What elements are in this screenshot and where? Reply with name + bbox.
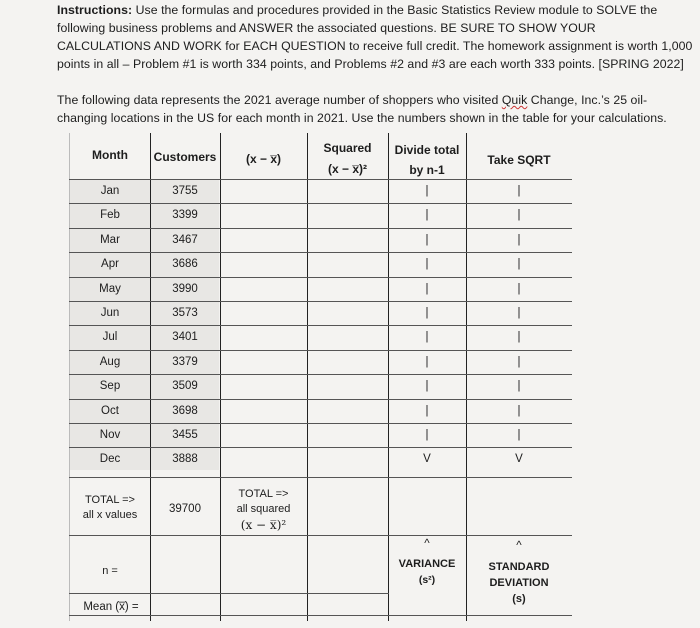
grid-hline [69,399,572,400]
grid-vline [150,133,151,621]
sd-up-arrow: ^ [516,540,522,552]
grid-hline [69,477,572,478]
instructions-paragraph [57,1,693,73]
sd-arrow-bar: | [517,233,521,246]
header-customers: Customers [153,150,217,164]
header-divide: Divide total [394,143,460,157]
sd-arrow-bar: | [517,331,521,344]
month-cell: Dec [99,453,121,466]
variance-label: VARIANCE [398,558,456,570]
customers-cell: 3698 [172,404,198,417]
total-squared-formula: (x − x̅)² [240,518,287,532]
grid-hline [69,535,572,536]
customers-cell: 3399 [172,209,198,222]
customers-cell: 3573 [172,307,198,319]
grid-hline [69,203,572,204]
month-cell: May [99,282,121,295]
customers-cell: 3379 [172,355,198,368]
mean-label: Mean (x̅) = [83,601,139,613]
intro-text-after: Change, Inc.’s 25 oil-changing locations in the US for each month in 2021. Use the numbers shown in the table for your calculations. [57,93,667,125]
header-month: Month [92,148,128,162]
grid-hline [69,228,572,229]
month-cell: Jan [100,185,120,197]
grid-vline [69,133,70,621]
total-squared-label: TOTAL => [238,488,289,500]
header-squared: Squared [323,141,372,155]
total-x-label-2: all x values [82,509,138,521]
grid-hline [69,374,572,375]
customers-cell: 3509 [172,380,198,393]
customers-cell: 3755 [172,185,198,197]
grid-hline [69,423,572,424]
variance-arrow-bar: | [425,380,429,393]
grid-hline [69,615,572,616]
grid-vline [220,133,221,621]
month-cell: Nov [99,429,121,441]
month-cell: Aug [99,355,121,368]
customers-cell: 3888 [172,453,198,466]
sd-label: STANDARD [488,561,550,573]
calculation-table [57,133,577,621]
sd-label-2: DEVIATION [489,577,549,589]
variance-arrow-bar: | [425,258,429,271]
total-x-label: TOTAL => [85,494,135,506]
intro-text-before: The following data represents the 2021 average number of shoppers who visited [57,93,502,107]
sd-down-arrow: V [515,453,523,466]
sd-arrow-bar: | [517,258,521,271]
grid-hline [69,277,572,278]
grid-hline [69,350,572,351]
grid-hline [69,252,572,253]
month-cell: Sep [99,380,121,393]
header-squared-formula: (x − x̅)² [327,162,367,176]
total-x-value: 39700 [169,503,201,515]
variance-arrow-bar: | [425,307,429,319]
customers-cell: 3455 [172,429,198,441]
customers-cell: 3467 [172,233,198,246]
month-cell: Apr [101,258,119,271]
grid-hline [69,593,389,594]
month-cell: Oct [101,404,119,417]
sd-symbol: (s) [512,593,526,605]
grid-hline [69,325,572,326]
variance-up-arrow: ^ [424,538,430,550]
month-cell: Jul [102,331,118,344]
customers-cell: 3686 [172,258,198,271]
sd-arrow-bar: | [517,185,521,197]
variance-arrow-bar: | [425,429,429,441]
grid-hline [69,301,572,302]
header-sqrt: Take SQRT [487,153,551,167]
sd-arrow-bar: | [517,404,521,417]
sd-arrow-bar: | [517,282,521,295]
variance-arrow-bar: | [425,233,429,246]
total-squared-label-2: all squared [236,503,291,515]
variance-arrow-bar: | [425,355,429,368]
month-cell: Jun [100,307,120,319]
variance-arrow-bar: | [425,185,429,197]
variance-arrow-bar: | [425,331,429,344]
company-name: Quik [501,93,528,107]
grid-hline [69,179,572,180]
month-cell: Feb [100,209,120,222]
header-deviation: (x − x̅) [245,152,281,166]
customers-cell: 3990 [172,282,198,295]
grid-hline [69,447,572,448]
intro-paragraph [57,91,693,127]
sd-arrow-bar: | [517,429,521,441]
variance-arrow-bar: | [425,282,429,295]
header-divide-n1: by n-1 [409,163,445,177]
instructions-text: Use the formulas and procedures provided in the Basic Statistics Review module to SOLVE the following business problems and ANSWER the associated questions. BE SURE TO SHOW YOUR CALCULATIONS AND WORK for EACH QUESTION to receive full credit. The homework assignment is worth 1,000 points in all – Problem #1 is worth 334 points, and Problems #2 and #3 are each worth 333 points. [SPRING 2022] [57,3,693,71]
n-label: n = [102,565,118,577]
month-cell: Mar [100,233,120,246]
sd-arrow-bar: | [517,307,521,319]
variance-symbol: (s²) [418,574,436,586]
variance-down-arrow: V [423,453,431,466]
customers-cell: 3401 [172,331,198,344]
variance-arrow-bar: | [425,404,429,417]
instructions-label: Instructions: [57,3,133,17]
sd-arrow-bar: | [517,380,521,393]
variance-arrow-bar: | [425,209,429,222]
grid-vline [307,133,308,621]
sd-arrow-bar: | [517,209,521,222]
sd-arrow-bar: | [517,355,521,368]
